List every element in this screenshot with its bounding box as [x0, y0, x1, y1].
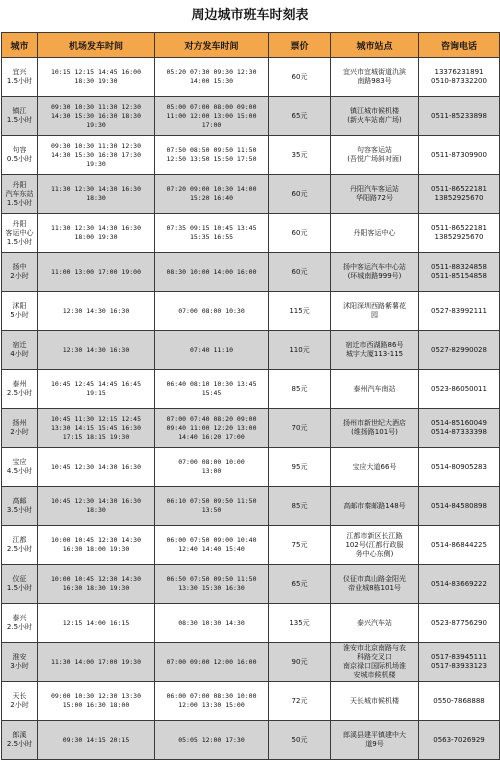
table-row — [2, 97, 500, 136]
price-cell: 60元 — [269, 58, 331, 97]
airport-departure-cell: 10:45 12:30 14:30 16:30 18:30 — [38, 487, 155, 526]
remote-departure-cell: 05:05 12:00 17:30 — [155, 721, 269, 760]
remote-departure-cell: 06:40 08:10 10:30 13:45 15:45 — [155, 370, 269, 409]
remote-departure-cell: 07:40 11:10 — [155, 331, 269, 370]
remote-departure-cell: 05:00 07:00 08:00 09:00 11:00 12:00 13:00 15:00 17:00 — [155, 97, 269, 136]
airport-departure-cell: 12:30 14:30 16:30 — [38, 331, 155, 370]
airport-departure-cell: 11:30 12:30 14:30 16:30 18:30 — [38, 175, 155, 214]
price-cell: 85元 — [269, 487, 331, 526]
header-airport-departure: 机场发车时间 — [38, 33, 155, 58]
city-cell: 宜兴 1.5小时 — [2, 58, 38, 97]
station-cell: 泰州汽车南站 — [331, 370, 419, 409]
price-cell: 85元 — [269, 370, 331, 409]
remote-departure-cell: 07:00 08:00 10:00 13:00 — [155, 448, 269, 487]
price-cell: 65元 — [269, 565, 331, 604]
header-phone: 咨询电话 — [419, 33, 500, 58]
station-cell: 郎溪县建平镇建中大 道9号 — [331, 721, 419, 760]
phone-cell: 0511-86522181 13852925670 — [419, 175, 500, 214]
table-row — [2, 487, 500, 526]
city-cell: 泰州 2.5小时 — [2, 370, 38, 409]
city-cell: 丹阳 客运中心 1.5小时 — [2, 214, 38, 253]
table-row — [2, 175, 500, 214]
page-title: 周边城市班车时刻表 — [191, 8, 309, 23]
table-row — [2, 370, 500, 409]
city-cell: 宝应 4.5小时 — [2, 448, 38, 487]
phone-cell: 0527-82990028 — [419, 331, 500, 370]
city-cell: 沭阳 5小时 — [2, 292, 38, 331]
airport-departure-cell: 09:30 14:15 20:15 — [38, 721, 155, 760]
station-cell: 沭阳深圳西路紫薯花 园 — [331, 292, 419, 331]
city-cell: 扬州 2小时 — [2, 409, 38, 448]
station-cell: 扬州市新世纪大酒店 (维扬路101号) — [331, 409, 419, 448]
price-cell: 70元 — [269, 409, 331, 448]
station-cell: 泰兴汽车站 — [331, 604, 419, 643]
table-row — [2, 565, 500, 604]
city-cell: 镇江 1.5小时 — [2, 97, 38, 136]
table-row — [2, 253, 500, 292]
header-price: 票价 — [269, 33, 331, 58]
table-row — [2, 214, 500, 253]
airport-departure-cell: 11:00 13:00 17:00 19:00 — [38, 253, 155, 292]
price-cell: 135元 — [269, 604, 331, 643]
station-cell: 扬中客运汽车中心站 (环城南路999号) — [331, 253, 419, 292]
phone-cell: 0511-85233898 — [419, 97, 500, 136]
station-cell: 江都市新区长江路 102号(江都行政服 务中心东侧) — [331, 526, 419, 565]
remote-departure-cell: 05:20 07:30 09:30 12:30 14:00 15:30 — [155, 58, 269, 97]
price-cell: 60元 — [269, 253, 331, 292]
header-station: 城市站点 — [331, 33, 419, 58]
city-cell: 江都 2.5小时 — [2, 526, 38, 565]
station-cell: 仪征市真山路金阳光 帝业城8栋101号 — [331, 565, 419, 604]
station-cell: 宝应大道66号 — [331, 448, 419, 487]
price-cell: 90元 — [269, 643, 331, 682]
phone-cell: 13376231891 0510-87332200 — [419, 58, 500, 97]
table-row — [2, 526, 500, 565]
city-cell: 郎溪 2.5小时 — [2, 721, 38, 760]
airport-departure-cell: 12:15 14:00 16:15 — [38, 604, 155, 643]
phone-cell: 0563-7026929 — [419, 721, 500, 760]
remote-departure-cell: 08:30 10:00 14:00 16:00 — [155, 253, 269, 292]
remote-departure-cell: 06:10 07:50 09:50 11:50 13:50 — [155, 487, 269, 526]
price-cell: 115元 — [269, 292, 331, 331]
schedule-table — [1, 32, 500, 760]
price-cell: 60元 — [269, 214, 331, 253]
header-remote-departure: 对方发车时间 — [155, 33, 269, 58]
phone-cell: 0514-80905283 — [419, 448, 500, 487]
airport-departure-cell: 10:45 12:45 14:45 16:45 19:15 — [38, 370, 155, 409]
phone-cell: 0523-86050011 — [419, 370, 500, 409]
phone-cell: 0514-83669222 — [419, 565, 500, 604]
airport-departure-cell: 11:30 12:30 14:30 16:30 18:00 19:30 — [38, 214, 155, 253]
city-cell: 宿迁 4小时 — [2, 331, 38, 370]
airport-departure-cell: 10:15 12:15 14:45 16:00 18:30 19:30 — [38, 58, 155, 97]
airport-departure-cell: 10:45 11:30 12:15 12:45 13:30 14:15 15:45 16:30 17:15 18:15 19:30 — [38, 409, 155, 448]
station-cell: 淮安市北京南路与农 科路交叉口 南京禄口国际机场淮 安城市候机楼 — [331, 643, 419, 682]
city-cell: 扬中 2小时 — [2, 253, 38, 292]
table-row — [2, 721, 500, 760]
price-cell: 95元 — [269, 448, 331, 487]
phone-cell: 0514-85160049 0514-87333398 — [419, 409, 500, 448]
remote-departure-cell: 07:50 08:50 09:50 11:50 12:50 13:50 15:50 17:50 — [155, 136, 269, 175]
table-row — [2, 331, 500, 370]
table-row — [2, 409, 500, 448]
remote-departure-cell: 07:00 08:00 10:30 — [155, 292, 269, 331]
remote-departure-cell: 07:20 09:00 10:30 14:00 15:20 16:40 — [155, 175, 269, 214]
city-cell: 淮安 3小时 — [2, 643, 38, 682]
remote-departure-cell: 07:35 09:15 10:45 13:45 15:35 16:55 — [155, 214, 269, 253]
city-cell: 句容 0.5小时 — [2, 136, 38, 175]
phone-cell: 0550-7868888 — [419, 682, 500, 721]
price-cell: 65元 — [269, 97, 331, 136]
station-cell: 丹阳汽车客运站 华阳路72号 — [331, 175, 419, 214]
station-cell: 宜兴市宜城街道氿滨 南路983号 — [331, 58, 419, 97]
price-cell: 50元 — [269, 721, 331, 760]
city-cell: 丹阳 汽车东站 1.5小时 — [2, 175, 38, 214]
station-cell: 句容客运站 (吾悦广场斜对面) — [331, 136, 419, 175]
airport-departure-cell: 10:00 10:45 12:30 14:30 16:30 18:00 19:30 — [38, 526, 155, 565]
phone-cell: 0511-86522181 13852925670 — [419, 214, 500, 253]
station-cell: 宿迁市西湖路86号 城宇大厦113-115 — [331, 331, 419, 370]
price-cell: 110元 — [269, 331, 331, 370]
table-row — [2, 136, 500, 175]
phone-cell: 0527-83992111 — [419, 292, 500, 331]
table-row — [2, 682, 500, 721]
phone-cell: 0523-87756290 — [419, 604, 500, 643]
station-cell: 镇江城市候机楼 (新火车站南广场) — [331, 97, 419, 136]
table-row — [2, 448, 500, 487]
header-row — [2, 33, 500, 58]
remote-departure-cell: 06:00 07:50 09:00 10:40 12:40 14:40 15:40 — [155, 526, 269, 565]
city-cell: 仪征 1.5小时 — [2, 565, 38, 604]
city-cell: 高邮 3.5小时 — [2, 487, 38, 526]
station-cell: 天长城市候机楼 — [331, 682, 419, 721]
phone-cell: 0511-87309900 — [419, 136, 500, 175]
table-row — [2, 643, 500, 682]
price-cell: 35元 — [269, 136, 331, 175]
city-cell: 泰兴 2.5小时 — [2, 604, 38, 643]
phone-cell: 0514-84580898 — [419, 487, 500, 526]
city-cell: 天长 2小时 — [2, 682, 38, 721]
header-city: 城市 — [2, 33, 38, 58]
airport-departure-cell: 12:30 14:30 16:30 — [38, 292, 155, 331]
price-cell: 72元 — [269, 682, 331, 721]
remote-departure-cell: 07:00 09:00 12:00 16:00 — [155, 643, 269, 682]
airport-departure-cell: 10:45 12:30 14:30 16:30 — [38, 448, 155, 487]
table-row — [2, 292, 500, 331]
phone-cell: 0514-86844225 — [419, 526, 500, 565]
phone-cell: 0511-88324858 0511-85154858 — [419, 253, 500, 292]
price-cell: 75元 — [269, 526, 331, 565]
remote-departure-cell: 06:50 07:50 09:50 11:50 13:30 15:30 16:30 — [155, 565, 269, 604]
airport-departure-cell: 11:30 14:00 17:00 19:30 — [38, 643, 155, 682]
station-cell: 丹阳客运中心 — [331, 214, 419, 253]
remote-departure-cell: 06:00 07:00 08:30 10:00 12:00 13:30 15:00 — [155, 682, 269, 721]
airport-departure-cell: 10:00 10:45 12:30 14:30 16:30 18:30 19:30 — [38, 565, 155, 604]
remote-departure-cell: 08:30 10:30 14:30 — [155, 604, 269, 643]
phone-cell: 0517-83945111 0517-83933123 — [419, 643, 500, 682]
airport-departure-cell: 09:30 10:30 11:30 12:30 14:30 15:30 16:30 17:30 19:30 — [38, 136, 155, 175]
airport-departure-cell: 09:00 10:30 12:30 13:30 15:00 16:30 18:00 — [38, 682, 155, 721]
airport-departure-cell: 09:30 10:30 11:30 12:30 14:30 15:30 16:30 18:30 19:30 — [38, 97, 155, 136]
price-cell: 60元 — [269, 175, 331, 214]
station-cell: 高邮市秦邮路148号 — [331, 487, 419, 526]
remote-departure-cell: 07:00 07:40 08:20 09:00 09:40 11:00 12:20 13:00 14:40 16:20 17:00 — [155, 409, 269, 448]
table-row — [2, 604, 500, 643]
table-row — [2, 58, 500, 97]
